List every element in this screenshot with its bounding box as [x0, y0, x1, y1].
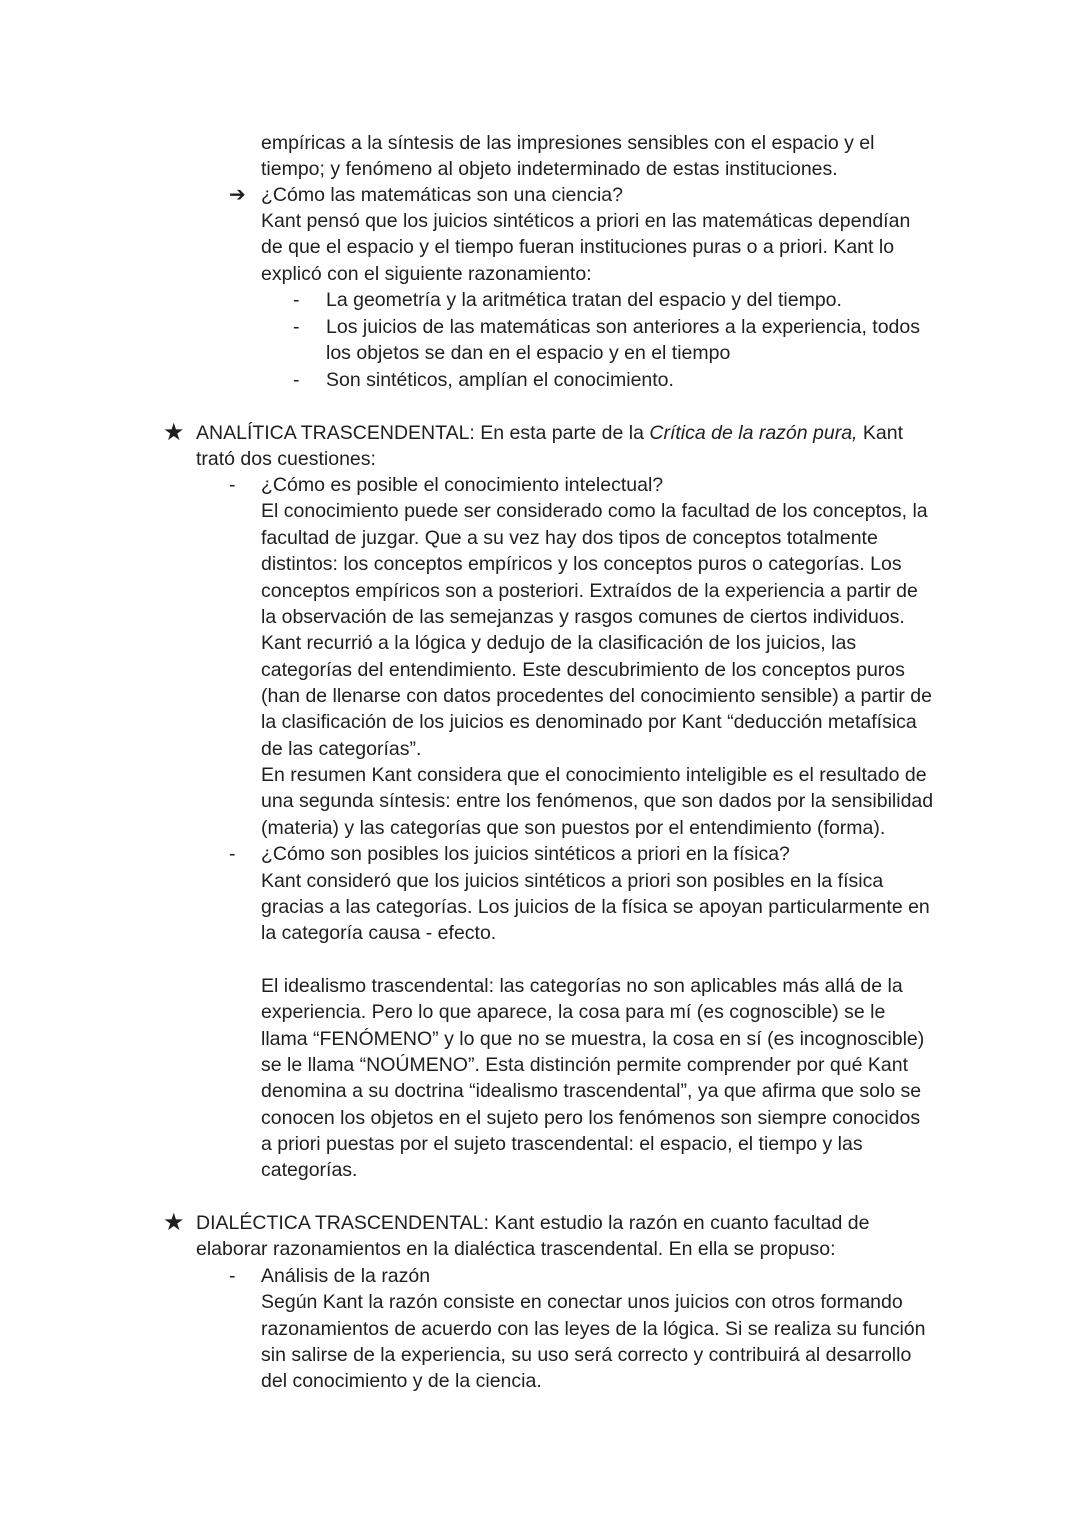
star-bullet-icon: ★ — [163, 1209, 185, 1236]
dash-bullet: - — [229, 843, 236, 865]
text-line: llama “FENÓMENO” y lo que no se muestra, la cosa en sí (es incognoscible) — [261, 1028, 925, 1050]
text-line: tiempo; y fenómeno al objeto indeterminado de estas instituciones. — [261, 158, 838, 180]
text-line: la observación de las semejanzas y rasgos comunes de ciertos individuos. — [261, 606, 905, 628]
text-line: conceptos empíricos son a posteriori. Extraídos de la experiencia a partir de — [261, 580, 918, 602]
text-line: categorías del entendimiento. Este descubrimiento de los conceptos puros — [261, 659, 905, 681]
text-line: se le llama “NOÚMENO”. Esta distinción permite comprender por qué Kant — [261, 1054, 909, 1076]
text-line: conocen los objetos en el sujeto pero los fenómenos son siempre conocidos — [261, 1107, 921, 1129]
section-heading: trató dos cuestiones: — [196, 448, 376, 470]
book-title: Crítica de la razón pura, — [649, 422, 858, 444]
text-line: (han de llenarse con datos procedentes del conocimiento sensible) a partir de — [261, 685, 932, 707]
text-line: En resumen Kant considera que el conocimiento inteligible es el resultado de — [261, 764, 927, 786]
question: ¿Cómo son posibles los juicios sintéticos a priori en la física? — [261, 843, 790, 865]
section-heading: elaborar razonamientos en la dialéctica trascendental. En ella se propuso: — [196, 1238, 836, 1260]
text-line: de las categorías”. — [261, 738, 422, 760]
question: ¿Cómo es posible el conocimiento intelectual? — [261, 474, 664, 496]
text-line: Según Kant la razón consiste en conectar unos juicios con otros formando — [261, 1291, 903, 1313]
text-line: razonamientos de acuerdo con las leyes de la lógica. Si se realiza su función — [261, 1318, 926, 1340]
text-line: Kant consideró que los juicios sintéticos a priori son posibles en la física — [261, 870, 884, 892]
text-line: categorías. — [261, 1159, 358, 1181]
text-line: El idealismo trascendental: las categorías no son aplicables más allá de la — [261, 975, 903, 997]
dash-bullet: - — [293, 316, 300, 338]
text-line: la categoría causa - efecto. — [261, 922, 497, 944]
text-line: del conocimiento y de la ciencia. — [261, 1370, 542, 1392]
list-item: los objetos se dan en el espacio y en el tiempo — [326, 342, 731, 364]
text-line: explicó con el siguiente razonamiento: — [261, 263, 592, 285]
dash-bullet: - — [293, 289, 300, 311]
math-question: ¿Cómo las matemáticas son una ciencia? — [261, 184, 623, 206]
arrow-bullet-icon: ➔ — [229, 184, 246, 206]
text-line: Kant pensó que los juicios sintéticos a priori en las matemáticas dependían — [261, 210, 911, 232]
text-line: la clasificación de los juicios es denominado por Kant “deducción metafísica — [261, 711, 917, 733]
text-line: a priori puestas por el sujeto trascendental: el espacio, el tiempo y las — [261, 1133, 863, 1155]
section-heading: DIALÉCTICA TRASCENDENTAL: Kant estudio la razón en cuanto facultad de — [196, 1212, 870, 1234]
dash-bullet: - — [293, 369, 300, 391]
text-line: empíricas a la síntesis de las impresiones sensibles con el espacio y el — [261, 132, 875, 154]
section-heading: ANALÍTICA TRASCENDENTAL: En esta parte de la Crítica de la razón pura, Kant — [196, 422, 904, 444]
text-line: facultad de juzgar. Que a su vez hay dos tipos de conceptos totalmente — [261, 527, 878, 549]
list-item: Los juicios de las matemáticas son anteriores a la experiencia, todos — [326, 316, 920, 338]
text-line: experiencia. Pero lo que aparece, la cosa para mí (es cognoscible) se le — [261, 1001, 886, 1023]
text-line: Kant recurrió a la lógica y dedujo de la clasificación de los juicios, las — [261, 632, 857, 654]
text-line: denomina a su doctrina “idealismo trascendental”, ya que afirma que solo se — [261, 1080, 922, 1102]
list-item-title: Análisis de la razón — [261, 1265, 431, 1287]
text-line: de que el espacio y el tiempo fueran instituciones puras o a priori. Kant lo — [261, 236, 895, 258]
text-line: distintos: los conceptos empíricos y los conceptos puros o categorías. Los — [261, 553, 902, 575]
text-line: gracias a las categorías. Los juicios de la física se apoyan particularmente en — [261, 896, 930, 918]
dash-bullet: - — [229, 1265, 236, 1287]
text-line: (materia) y las categorías que son puestos por el entendimiento (forma). — [261, 817, 886, 839]
star-bullet-icon: ★ — [163, 419, 185, 446]
list-item: La geometría y la aritmética tratan del espacio y del tiempo. — [326, 289, 842, 311]
text-line: El conocimiento puede ser considerado como la facultad de los conceptos, la — [261, 500, 928, 522]
text-line: sin salirse de la experiencia, su uso será correcto y contribuirá al desarrollo — [261, 1344, 912, 1366]
dash-bullet: - — [229, 474, 236, 496]
text-line: una segunda síntesis: entre los fenómenos, que son dados por la sensibilidad — [261, 790, 934, 812]
list-item: Son sintéticos, amplían el conocimiento. — [326, 369, 674, 391]
